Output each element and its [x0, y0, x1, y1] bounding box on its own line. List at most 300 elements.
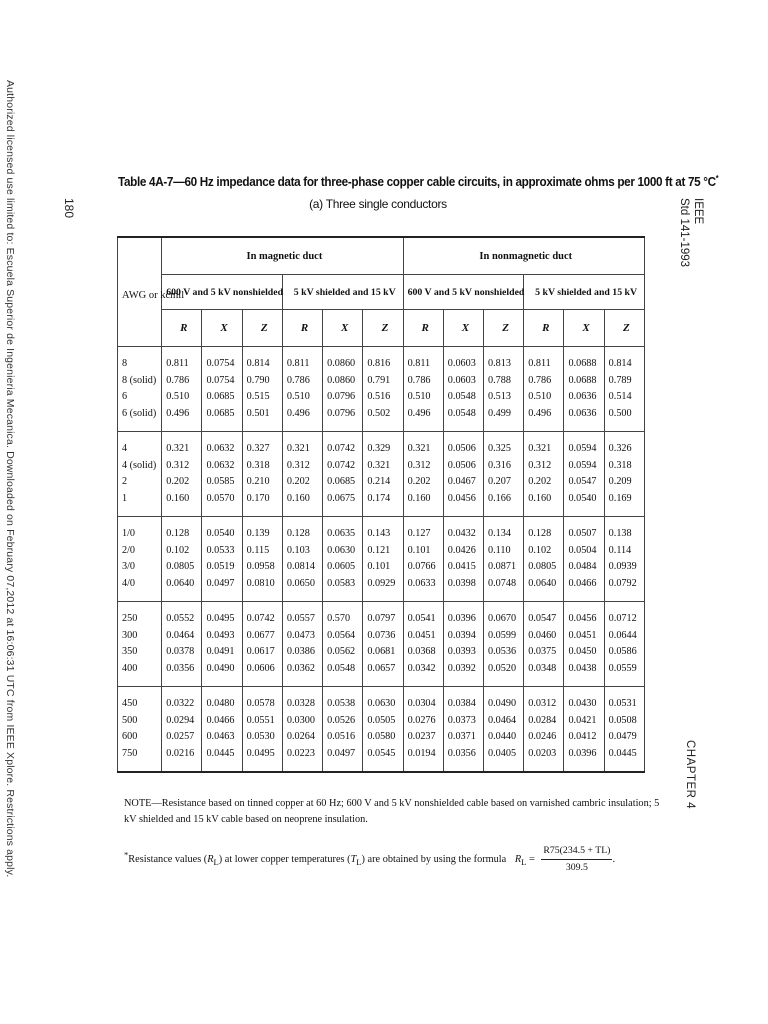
value-cell: [604, 347, 644, 432]
value-cell: [604, 602, 644, 687]
impedance-value: 0.169: [608, 492, 632, 504]
impedance-value: 0.0375: [528, 646, 557, 657]
impedance-value: 0.0194: [407, 747, 436, 759]
impedance-value: 0.814: [246, 358, 270, 369]
value-cell: [484, 432, 524, 517]
impedance-value: 0.102: [528, 544, 552, 556]
impedance-value: 0.496: [166, 407, 190, 419]
impedance-value: 0.0480: [206, 698, 235, 709]
impedance-value: 0.0860: [327, 358, 356, 369]
impedance-value: 0.510: [407, 391, 431, 402]
value-cell: [323, 687, 363, 773]
impedance-value: 0.0504: [568, 544, 597, 556]
sub-header: 5 kV shielded and 15 kV: [524, 275, 645, 310]
value-cell: [202, 347, 242, 432]
impedance-value: 0.0451: [568, 629, 597, 641]
impedance-value: 0.0548: [447, 407, 476, 419]
conductor-size: 600: [122, 731, 138, 742]
col-header-x: X: [323, 310, 363, 347]
title-footnote-mark: *: [715, 174, 719, 183]
impedance-value: 0.0328: [286, 698, 315, 709]
impedance-value: 0.318: [608, 459, 632, 471]
impedance-value: 0.510: [528, 391, 552, 402]
impedance-value: 0.202: [286, 476, 310, 487]
impedance-value: 0.0506: [447, 459, 476, 471]
impedance-value: 0.0636: [568, 407, 597, 419]
impedance-value: 0.0348: [528, 662, 557, 674]
size-cell: [118, 347, 162, 432]
value-cell: [323, 432, 363, 517]
formula-fraction: [541, 843, 612, 876]
impedance-value: 0.0570: [206, 492, 235, 504]
impedance-value: 0.816: [367, 358, 391, 369]
impedance-value: 0.0300: [286, 714, 315, 726]
impedance-value: 0.501: [246, 407, 270, 419]
chapter-label: CHAPTER 4: [684, 740, 696, 810]
impedance-value: 0.209: [608, 476, 632, 487]
impedance-value: 0.127: [407, 528, 431, 539]
value-cell: [202, 432, 242, 517]
impedance-value: 0.786: [286, 374, 310, 386]
conductor-size: 4 (solid): [122, 459, 157, 471]
impedance-value: 0.0312: [528, 698, 557, 709]
impedance-value: 0.312: [166, 459, 190, 471]
impedance-value: 0.0688: [568, 374, 597, 386]
impedance-value: 0.0479: [608, 731, 637, 742]
running-header: [676, 198, 704, 288]
impedance-value: 0.321: [367, 459, 391, 471]
impedance-value: 0.0636: [568, 391, 597, 402]
impedance-value: 0.515: [246, 391, 270, 402]
impedance-value: 0.0754: [206, 374, 235, 386]
impedance-value: 0.788: [488, 374, 511, 386]
footnote: *Resistance values $(R_L)$ at lower copper temperatures $(T_L)$ are obtained by using the formula $R_L$ = $\frac{R75(234.5 + TL)}{309.5}$ .: [124, 843, 644, 876]
impedance-value: 0.207: [488, 476, 511, 487]
impedance-value: 0.0246: [528, 731, 557, 742]
formula-denominator: 309.5: [565, 862, 588, 873]
impedance-value: 0.0617: [246, 646, 275, 657]
value-cell: [484, 347, 524, 432]
table-row-group: [118, 347, 645, 432]
impedance-value: 0.202: [407, 476, 431, 487]
impedance-value: 0.0644: [608, 629, 637, 641]
value-cell: [524, 602, 564, 687]
impedance-value: 0.0540: [568, 492, 597, 504]
conductor-size: 6 (solid): [122, 407, 157, 419]
impedance-value: 0.0460: [528, 629, 557, 641]
impedance-value: 0.0675: [327, 492, 356, 504]
impedance-value: 0.0958: [246, 561, 275, 572]
value-cell: [282, 432, 322, 517]
impedance-value: 0.0712: [608, 613, 637, 624]
impedance-value: 0.121: [367, 544, 391, 556]
impedance-value: 0.0386: [286, 646, 315, 657]
impedance-value: 0.0632: [206, 459, 235, 471]
impedance-value: 0.202: [528, 476, 552, 487]
impedance-value: 0.102: [166, 544, 190, 556]
impedance-value: 0.0685: [206, 407, 235, 419]
awg-header: AWG or kcmil: [118, 237, 162, 347]
impedance-value: 0.0810: [246, 577, 275, 589]
impedance-value: 0.0450: [568, 646, 597, 657]
impedance-value: 0.516: [367, 391, 391, 402]
impedance-value: 0.811: [407, 358, 431, 369]
value-cell: [242, 602, 282, 687]
impedance-value: 0.813: [488, 358, 511, 369]
sub-header: 600 V and 5 kV nonshielded: [403, 275, 524, 310]
impedance-value: 0.496: [286, 407, 310, 419]
group-header-nonmagnetic: In nonmagnetic duct: [403, 237, 644, 275]
impedance-value: 0.570: [327, 613, 351, 624]
conductor-size: 350: [122, 646, 138, 657]
impedance-value: 0.0541: [407, 613, 436, 624]
impedance-value: 0.174: [367, 492, 391, 504]
impedance-value: 0.0421: [568, 714, 597, 726]
col-header-z: Z: [242, 310, 282, 347]
value-cell: [564, 517, 604, 602]
impedance-value: 0.321: [166, 443, 190, 454]
impedance-value: 0.0632: [206, 443, 235, 454]
impedance-value: 0.0603: [447, 374, 476, 386]
header-std: Std 141-1993: [678, 198, 690, 268]
conductor-size: 3/0: [122, 561, 136, 572]
impedance-value: 0.0742: [246, 613, 275, 624]
impedance-value: 0.789: [608, 374, 632, 386]
impedance-value: 0.0677: [246, 629, 275, 641]
impedance-value: 0.0814: [286, 561, 315, 572]
impedance-value: 0.0526: [327, 714, 356, 726]
impedance-value: 0.0805: [528, 561, 557, 572]
value-cell: [162, 602, 202, 687]
impedance-value: 0.496: [528, 407, 552, 419]
impedance-value: 0.0548: [447, 391, 476, 402]
impedance-value: 0.0562: [327, 646, 356, 657]
impedance-value: 0.0657: [367, 662, 396, 674]
value-cell: [323, 347, 363, 432]
impedance-value: 0.0445: [608, 747, 637, 759]
value-cell: [564, 687, 604, 773]
impedance-value: 0.321: [407, 443, 431, 454]
impedance-value: 0.325: [488, 443, 511, 454]
value-cell: [443, 687, 483, 773]
impedance-value: 0.790: [246, 374, 270, 386]
value-cell: [282, 687, 322, 773]
value-cell: [564, 602, 604, 687]
impedance-value: 0.0606: [246, 662, 275, 674]
col-header-x: X: [202, 310, 242, 347]
impedance-value: 0.0412: [568, 731, 597, 742]
col-header-z: Z: [363, 310, 403, 347]
value-cell: [604, 517, 644, 602]
value-cell: [363, 687, 403, 773]
impedance-value: 0.0378: [166, 646, 195, 657]
value-cell: [604, 687, 644, 773]
impedance-value: 0.0519: [206, 561, 235, 572]
impedance-value: 0.0432: [447, 528, 476, 539]
impedance-value: 0.0497: [327, 747, 356, 759]
impedance-value: 0.0578: [246, 698, 275, 709]
impedance-value: 0.0463: [206, 731, 235, 742]
conductor-size: 2/0: [122, 544, 136, 556]
impedance-value: 0.128: [166, 528, 190, 539]
impedance-value: 0.143: [367, 528, 391, 539]
impedance-value: 0.0508: [608, 714, 637, 726]
value-cell: [363, 602, 403, 687]
value-cell: [403, 432, 443, 517]
impedance-value: 0.0635: [327, 528, 356, 539]
impedance-value: 0.0670: [488, 613, 517, 624]
impedance-value: 0.0552: [166, 613, 195, 624]
impedance-value: 0.0415: [447, 561, 476, 572]
impedance-value: 0.0394: [447, 629, 476, 641]
impedance-value: 0.0681: [367, 646, 396, 657]
impedance-value: 0.0223: [286, 747, 315, 759]
impedance-value: 0.0633: [407, 577, 436, 589]
conductor-size: 400: [122, 662, 138, 674]
impedance-value: 0.0685: [327, 476, 356, 487]
impedance-value: 0.0445: [206, 747, 235, 759]
impedance-value: 0.210: [246, 476, 270, 487]
impedance-value: 0.166: [488, 492, 511, 504]
impedance-value: 0.0530: [246, 731, 275, 742]
col-header-z: Z: [604, 310, 644, 347]
impedance-value: 0.0491: [206, 646, 235, 657]
impedance-value: 0.321: [286, 443, 310, 454]
value-cell: [403, 347, 443, 432]
impedance-value: 0.0531: [608, 698, 637, 709]
impedance-value: 0.0322: [166, 698, 195, 709]
impedance-value: 0.114: [608, 544, 632, 556]
impedance-value: 0.0396: [447, 613, 476, 624]
formula-numerator: R75(234.5 + TL): [541, 843, 612, 860]
table-subtitle: (a) Three single conductors: [309, 197, 447, 211]
impedance-value: 0.0257: [166, 731, 195, 742]
impedance-value: 0.0505: [367, 714, 396, 726]
value-cell: [363, 517, 403, 602]
conductor-size: 450: [122, 698, 138, 709]
impedance-value: 0.103: [286, 544, 310, 556]
size-cell: [118, 602, 162, 687]
impedance-value: 0.0540: [206, 528, 235, 539]
impedance-value: 0.312: [407, 459, 431, 471]
impedance-value: 0.0548: [327, 662, 356, 674]
impedance-value: 0.0805: [166, 561, 195, 572]
impedance-value: 0.0583: [327, 577, 356, 589]
value-cell: [524, 517, 564, 602]
impedance-value: 0.0405: [488, 747, 517, 759]
impedance-table: [117, 236, 645, 773]
col-header-r: R: [282, 310, 322, 347]
impedance-value: 0.0520: [488, 662, 517, 674]
impedance-value: 0.0766: [407, 561, 436, 572]
impedance-value: 0.0860: [327, 374, 356, 386]
impedance-value: 0.329: [367, 443, 391, 454]
impedance-value: 0.0559: [608, 662, 637, 674]
col-header-x: X: [564, 310, 604, 347]
impedance-value: 0.128: [286, 528, 310, 539]
conductor-size: 250: [122, 613, 138, 624]
impedance-value: 0.0276: [407, 714, 436, 726]
impedance-value: 0.0792: [608, 577, 637, 589]
impedance-value: 0.0371: [447, 731, 476, 742]
impedance-value: 0.0464: [488, 714, 517, 726]
impedance-value: 0.0493: [206, 629, 235, 641]
table-row-group: [118, 602, 645, 687]
impedance-value: 0.791: [367, 374, 391, 386]
impedance-value: 0.160: [166, 492, 190, 504]
impedance-value: 0.0440: [488, 731, 517, 742]
table-row-group: [118, 517, 645, 602]
impedance-value: 0.0685: [206, 391, 235, 402]
impedance-value: 0.170: [246, 492, 270, 504]
sub-header: 5 kV shielded and 15 kV: [282, 275, 403, 310]
impedance-value: 0.110: [488, 544, 511, 556]
conductor-size: 1: [122, 492, 128, 504]
impedance-value: 0.0473: [286, 629, 315, 641]
impedance-value: 0.139: [246, 528, 270, 539]
value-cell: [282, 517, 322, 602]
impedance-value: 0.510: [286, 391, 310, 402]
impedance-value: 0.0456: [447, 492, 476, 504]
impedance-value: 0.0384: [447, 698, 476, 709]
conductor-size: 750: [122, 747, 138, 759]
impedance-value: 0.318: [246, 459, 270, 471]
value-cell: [242, 347, 282, 432]
conductor-size: 6: [122, 391, 128, 402]
table-row-group: [118, 687, 645, 773]
impedance-value: 0.0495: [246, 747, 275, 759]
impedance-value: 0.499: [488, 407, 511, 419]
impedance-value: 0.811: [286, 358, 310, 369]
page-number: 180: [62, 198, 76, 219]
impedance-value: 0.0362: [286, 662, 315, 674]
impedance-value: 0.0430: [568, 698, 597, 709]
impedance-value: 0.0398: [447, 577, 476, 589]
impedance-value: 0.0630: [327, 544, 356, 556]
value-cell: [443, 517, 483, 602]
impedance-value: 0.0464: [166, 629, 195, 641]
impedance-value: 0.0466: [568, 577, 597, 589]
impedance-value: 0.514: [608, 391, 632, 402]
impedance-value: 0.0538: [327, 698, 356, 709]
impedance-value: 0.0506: [447, 443, 476, 454]
value-cell: [443, 602, 483, 687]
conductor-size: 8: [122, 358, 128, 369]
value-cell: [363, 432, 403, 517]
impedance-value: 0.0396: [568, 747, 597, 759]
value-cell: [403, 602, 443, 687]
value-cell: [202, 517, 242, 602]
impedance-value: 0.0490: [206, 662, 235, 674]
value-cell: [242, 432, 282, 517]
impedance-value: 0.0533: [206, 544, 235, 556]
impedance-value: 0.0342: [407, 662, 436, 674]
impedance-value: 0.326: [608, 443, 632, 454]
impedance-value: 0.128: [528, 528, 552, 539]
impedance-value: 0.0466: [206, 714, 235, 726]
conductor-size: 4/0: [122, 577, 136, 589]
impedance-value: 0.0586: [608, 646, 637, 657]
impedance-value: 0.312: [286, 459, 310, 471]
value-cell: [162, 687, 202, 773]
impedance-value: 0.0516: [327, 731, 356, 742]
impedance-value: 0.0580: [367, 731, 396, 742]
size-cell: [118, 517, 162, 602]
impedance-value: 0.0547: [528, 613, 557, 624]
impedance-value: 0.0356: [166, 662, 195, 674]
impedance-value: 0.0497: [206, 577, 235, 589]
conductor-size: 8 (solid): [122, 374, 157, 386]
impedance-value: 0.101: [367, 561, 391, 572]
col-header-z: Z: [484, 310, 524, 347]
header-ieee: IEEE: [692, 198, 704, 225]
impedance-value: 0.101: [407, 544, 431, 556]
impedance-value: 0.0484: [568, 561, 597, 572]
conductor-size: 500: [122, 714, 138, 726]
value-cell: [162, 432, 202, 517]
value-cell: [242, 517, 282, 602]
size-cell: [118, 687, 162, 773]
impedance-value: 0.0605: [327, 561, 356, 572]
impedance-value: 0.786: [407, 374, 431, 386]
impedance-value: 0.0203: [528, 747, 557, 759]
value-cell: [162, 517, 202, 602]
impedance-value: 0.0742: [327, 459, 356, 471]
col-header-r: R: [524, 310, 564, 347]
impedance-value: 0.786: [528, 374, 552, 386]
impedance-value: 0.0373: [447, 714, 476, 726]
impedance-value: 0.513: [488, 391, 511, 402]
value-cell: [564, 347, 604, 432]
impedance-value: 0.0368: [407, 646, 436, 657]
impedance-value: 0.0736: [367, 629, 396, 641]
impedance-value: 0.0551: [246, 714, 275, 726]
license-margin-text: Authorized licensed use limited to: Escuela Superior de Ingenieria Mecanica. Downloaded on February 07,2012 at 16:06:31 UTC from IEEE Xplore. Restrictions apply.: [4, 80, 16, 878]
impedance-value: 0.0456: [568, 613, 597, 624]
sub-header: 600 V and 5 kV nonshielded: [162, 275, 283, 310]
value-cell: [282, 602, 322, 687]
impedance-value: 0.0536: [488, 646, 517, 657]
impedance-value: 0.0871: [488, 561, 517, 572]
impedance-value: 0.0640: [528, 577, 557, 589]
value-cell: [484, 602, 524, 687]
impedance-value: 0.0594: [568, 459, 597, 471]
impedance-value: 0.0594: [568, 443, 597, 454]
value-cell: [524, 347, 564, 432]
impedance-value: 0.0438: [568, 662, 597, 674]
impedance-value: 0.160: [407, 492, 431, 504]
value-cell: [403, 687, 443, 773]
value-cell: [443, 432, 483, 517]
impedance-value: 0.0393: [447, 646, 476, 657]
value-cell: [604, 432, 644, 517]
impedance-value: 0.0688: [568, 358, 597, 369]
impedance-value: 0.811: [528, 358, 551, 369]
impedance-value: 0.0557: [286, 613, 315, 624]
table-title: Table 4A-7—60 Hz impedance data for three-phase copper cable circuits, in approximate ohms per 1000 ft at 75 °C*: [118, 174, 719, 190]
impedance-value: 0.0284: [528, 714, 557, 726]
value-cell: [524, 687, 564, 773]
impedance-value: 0.0929: [367, 577, 396, 589]
impedance-value: 0.0294: [166, 714, 195, 726]
impedance-value: 0.138: [608, 528, 632, 539]
impedance-value: 0.0216: [166, 747, 195, 759]
size-cell: [118, 432, 162, 517]
value-cell: [242, 687, 282, 773]
impedance-value: 0.0797: [367, 613, 396, 624]
impedance-value: 0.160: [528, 492, 552, 504]
impedance-value: 0.0599: [488, 629, 517, 641]
